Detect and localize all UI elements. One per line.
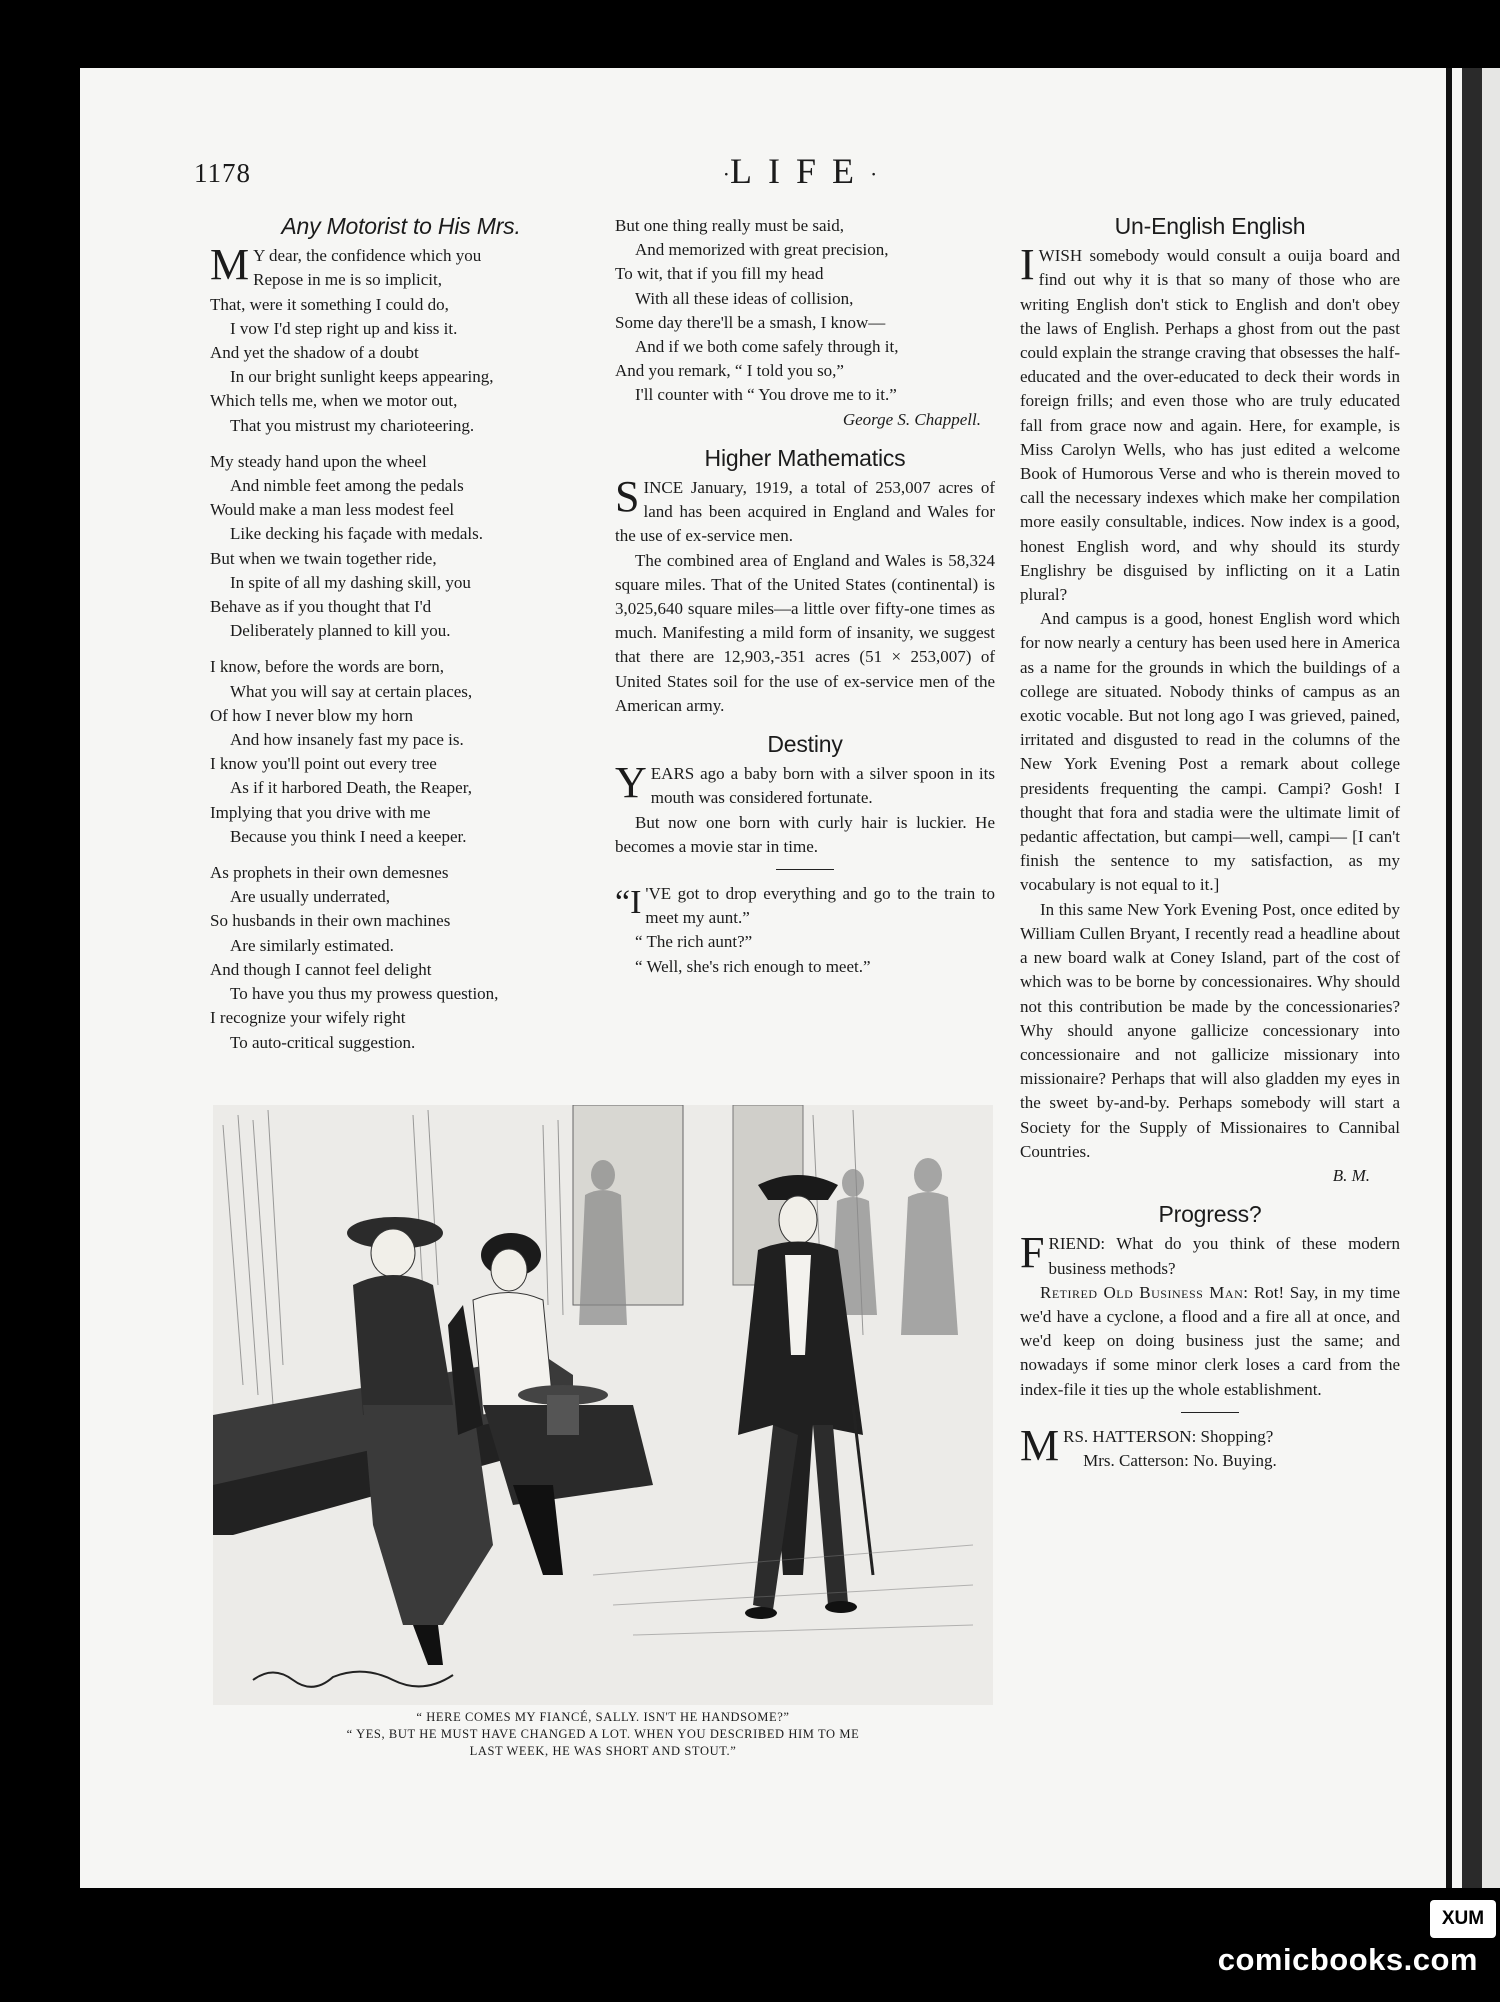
mathematics-title: Higher Mathematics (704, 444, 906, 471)
unenglish-author: B. M. (1332, 1165, 1370, 1185)
verse-line: And nimble feet among the pedals (230, 476, 464, 496)
verse-line: Deliberately planned to kill you. (230, 621, 451, 641)
verse-line: As prophets in their own demesnes (210, 863, 449, 883)
verse-line: But one thing really must be said, (615, 216, 844, 235)
poem-continued (615, 214, 995, 408)
verse-line: Repose in me is so implicit, (253, 270, 443, 290)
hatterson-line-2: Mrs. Catterson: No. Buying. (1083, 1450, 1277, 1470)
verse-line: And though I cannot feel delight (210, 959, 432, 979)
unenglish-paragraph-2: And campus is a good, honest English word which for now nearly a century has been used here in America as a name for the grounds in which the buildings of a college are situated. Nobody thinks of campus as an exotic vocable. But not long ago I was grieved, pained, irritated and disgusted to read in the columns of the New York Evening Post a remark about college presidents frequenting the campi. Campi? Gosh! I thought that fora and stadia were the ultimate limit of pedantic affectation, but campi—well, campi— [I can't finish the sentence to my satisfaction, as my vocabulary is not equal to it.] (1020, 609, 1400, 895)
poem-stanza-4 (210, 861, 592, 1055)
verse-line: Like decking his façade with medals. (230, 524, 484, 544)
verse-line: To wit, that if you fill my head (615, 264, 824, 284)
verse-line: So husbands in their own machines (210, 911, 451, 931)
drop-cap: “I (615, 884, 642, 922)
poem-stanza-1 (210, 240, 592, 438)
verse-line: With all these ideas of collision, (635, 288, 854, 308)
verse-line: I recognize your wifely right (210, 1008, 406, 1028)
drop-cap: M (1020, 1420, 1060, 1470)
caption-line-2: “ YES, BUT HE MUST HAVE CHANGED A LOT. WHEN YOU DESCRIBED HIM TO ME (346, 1727, 860, 1741)
cartoon-illustration (213, 1105, 993, 1705)
verse-line: I know you'll point out every tree (210, 754, 437, 774)
unenglish-paragraph-1: IWISH somebody would consult a ouija board and find out why it is that so many of those who are writing English don't stick to English and don't obey the laws of English. Perhaps a ghost from out the past could explain the strange craving that obsesses the half-educated and the over-educated to deck their words in foreign frills; and even those who are truly educated fall from grace now and again. Here, for example, is Miss Carolyn Wells, who has just edited a welcome Book of Humorous Verse and who is therein moved to call the necessary indexes which make her compilation more easily consultable, indices. Now index is a good, honest English word, and why should its sturdy Englishry be disguised by inflicting on it a Latin plural? (1020, 240, 1400, 605)
verse-line: I know, before the words are born, (210, 657, 444, 677)
caption-line-3: LAST WEEK, HE WAS SHORT AND STOUT.” (469, 1744, 737, 1758)
speaker-label: Retired Old Business Man: (1040, 1282, 1249, 1302)
source-badge: XUM (1430, 1900, 1496, 1938)
drop-cap: I (1020, 240, 1035, 290)
column-middle (615, 214, 995, 979)
destiny-title: Destiny (767, 731, 843, 758)
verse-line: And yet the shadow of a doubt (210, 343, 419, 363)
drop-cap: F (1020, 1228, 1045, 1278)
progress-paragraph-1: FRIEND: What do you think of these modern business methods? (1020, 1228, 1400, 1278)
poem-stanza-2 (210, 450, 592, 644)
verse-line: Of how I never blow my horn (210, 705, 414, 725)
verse-line: Are similarly estimated. (230, 935, 394, 955)
drop-cap: S (615, 472, 640, 522)
verse-line: And if we both come safely through it, (635, 337, 899, 357)
unenglish-paragraph-3: In this same New York Evening Post, once edited by William Cullen Bryant, I recently read a headline about a new board walk at Coney Island, part of the cost of which was to be borne by concessionaires. Why should not this contribution be made by the concessionaries? Why should anyone gallicize concessionary into concessionaire and not gallicize missionary into missionaire? Perhaps that will also gladden my eyes in the sweet by-and-by. Perhaps somebody will start a Society for the Supply of Missionaires to Cannibal Countries. (1020, 899, 1400, 1161)
masthead-dot-right: · (870, 161, 878, 187)
drop-cap: M (210, 240, 250, 290)
binding-edge (1462, 68, 1482, 1888)
page-gutter-shadow (1446, 68, 1452, 1888)
verse-line: But when we twain together ride, (210, 548, 437, 568)
verse-line: What you will say at certain places, (230, 681, 473, 701)
verse-line: And memorized with great precision, (635, 240, 889, 260)
mathematics-paragraph-1: SINCE January, 1919, a total of 253,007 acres of land has been acquired in England and Wales for the use of ex-service men. (615, 472, 995, 546)
unenglish-title: Un-English English (1114, 213, 1306, 239)
verse-line: In our bright sunlight keeps appearing, (230, 367, 494, 387)
progress-paragraph-2: Retired Old Business Man: Rot! Say, in my time we'd have a cyclone, a flood and a fire all at once, and we'd keep on doing business just the same; and nowadays if some minor clerk loses a card from the index-file it ties up the whole establishment. (1020, 1282, 1400, 1399)
poem-title: Any Motorist to His Mrs. (281, 213, 521, 239)
verse-line: Implying that you drive with me (210, 802, 431, 822)
column-left (210, 214, 592, 1067)
masthead (560, 150, 1040, 192)
verse-line: That you mistrust my charioteering. (230, 415, 475, 435)
aunt-paragraph-2: “ The rich aunt?” (635, 932, 753, 952)
column-right (1020, 214, 1400, 1473)
progress-title: Progress? (1158, 1201, 1262, 1228)
verse-line: As if it harbored Death, the Reaper, (230, 778, 472, 798)
verse-line: That, were it something I could do, (210, 294, 449, 314)
verse-line: Because you think I need a keeper. (230, 826, 467, 846)
poem-stanza-3 (210, 655, 592, 849)
destiny-paragraph-2: But now one born with curly hair is luckier. He becomes a movie star in time. (615, 812, 995, 856)
aunt-paragraph-3: “ Well, she's rich enough to meet.” (635, 956, 871, 976)
page-number: 1178 (194, 158, 251, 188)
verse-line: To auto-critical suggestion. (230, 1032, 416, 1052)
cartoon-drawing (213, 1105, 993, 1705)
verse-line: In spite of all my dashing skill, you (230, 572, 471, 592)
verse-line: To have you thus my prowess question, (230, 984, 499, 1004)
poem-lines (210, 268, 592, 437)
verse-line: Which tells me, when we motor out, (210, 391, 458, 411)
poem-first-line-text: Y dear, the confidence which you (253, 246, 482, 266)
poem-author: George S. Chappell. (842, 409, 981, 429)
destiny-paragraph-1: YEARS ago a baby born with a silver spoon in its mouth was considered fortunate. (615, 758, 995, 808)
section-divider (776, 869, 834, 870)
watermark: comicbooks.com (1217, 1942, 1478, 1977)
facing-page-edge (1482, 68, 1500, 1888)
masthead-dot-left: · (722, 161, 730, 187)
aunt-paragraph-1: “I 'VE got to drop everything and go to the train to meet my aunt.” (615, 884, 995, 928)
hatterson-line-1: MRS. HATTERSON: Shopping? (1020, 1420, 1274, 1470)
verse-line: I'll counter with “ You drove me to it.” (635, 385, 897, 405)
verse-line: My steady hand upon the wheel (210, 451, 427, 471)
verse-line: Would make a man less modest feel (210, 500, 455, 520)
verse-line: Are usually underrated, (230, 887, 391, 907)
caption-line-1: “ HERE COMES MY FIANCÉ, SALLY. ISN'T HE HANDSOME?” (416, 1710, 790, 1724)
section-divider (1181, 1412, 1239, 1413)
cartoon-caption (213, 1709, 993, 1760)
mathematics-paragraph-2: The combined area of England and Wales is 58,324 square miles. That of the United States (continental) is 3,025,640 square miles—a little over fifty-one times as much. Manifesting a mild form of insanity, we suggest that there are 12,903,-351 acres (51 × 253,007) of United States soil for the use of ex-service men of the American army. (615, 550, 995, 715)
verse-line: Some day there'll be a smash, I know— (615, 312, 886, 332)
verse-line: I vow I'd step right up and kiss it. (230, 318, 458, 338)
verse-line: And you remark, “ I told you so,” (615, 361, 844, 381)
verse-line: Behave as if you thought that I'd (210, 597, 432, 617)
drop-cap: Y (615, 758, 647, 808)
masthead-title: LIFE (730, 151, 870, 191)
verse-line: And how insanely fast my pace is. (230, 730, 464, 750)
